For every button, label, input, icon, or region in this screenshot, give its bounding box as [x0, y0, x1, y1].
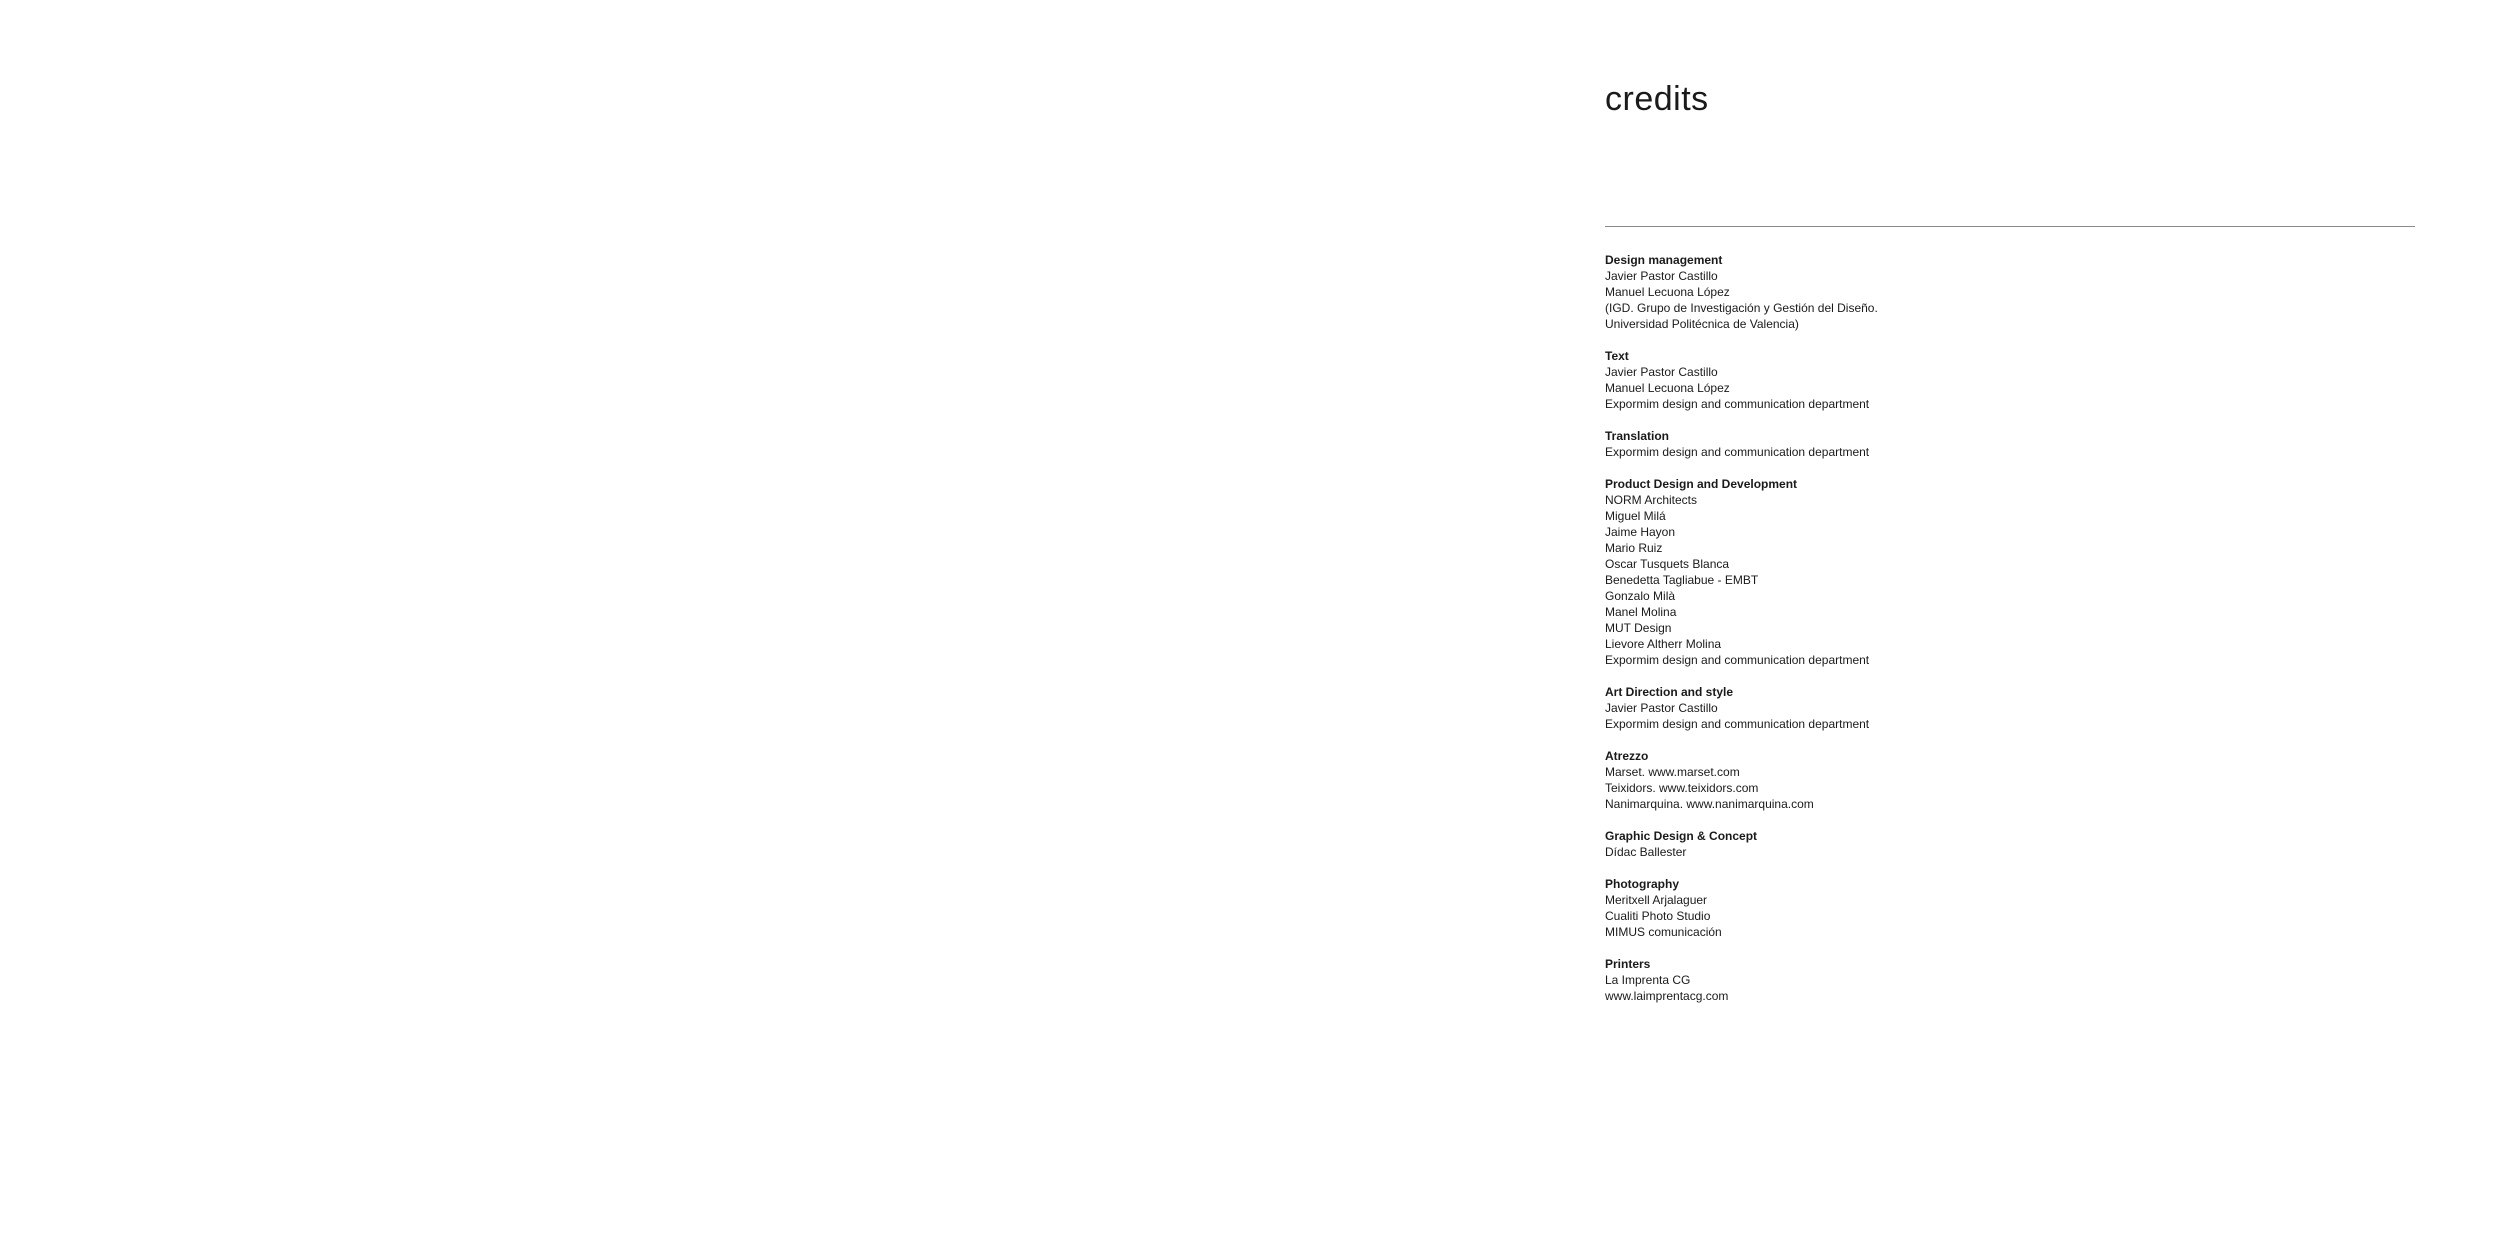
right-page [1250, 0, 2500, 1250]
credit-line: Universidad Politécnica de Valencia) [1605, 317, 1799, 331]
credit-line: Javier Pastor Castillo [1605, 701, 1718, 715]
credit-line: Javier Pastor Castillo [1605, 269, 1718, 283]
credit-section-heading: Printers [1605, 957, 1651, 971]
credit-line: Dídac Ballester [1605, 845, 1687, 859]
credit-line: Gonzalo Milà [1605, 589, 1676, 603]
credit-line: Teixidors. www.teixidors.com [1605, 781, 1759, 795]
credit-section-heading: Translation [1605, 429, 1670, 443]
credit-section [1605, 252, 2365, 332]
credit-line: Nanimarquina. www.nanimarquina.com [1605, 797, 1814, 811]
credit-section-heading: Graphic Design & Concept [1605, 829, 1758, 843]
credit-line: NORM Architects [1605, 493, 1698, 507]
credits-list [1605, 252, 2365, 1020]
credit-line: www.laimprentacg.com [1605, 989, 1729, 1003]
credit-section [1605, 748, 2365, 812]
credit-line: Manuel Lecuona López [1605, 285, 1730, 299]
credit-line: MUT Design [1605, 621, 1672, 635]
credit-section [1605, 684, 2365, 732]
divider-rule [1605, 226, 2415, 227]
credit-line: Oscar Tusquets Blanca [1605, 557, 1730, 571]
credit-line: Expormim design and communication department [1605, 653, 1870, 667]
credit-section [1605, 876, 2365, 940]
credit-line: Mario Ruiz [1605, 541, 1663, 555]
credit-line: Marset. www.marset.com [1605, 765, 1740, 779]
credit-line: Manuel Lecuona López [1605, 381, 1730, 395]
credit-line: Manel Molina [1605, 605, 1677, 619]
credit-section-heading: Product Design and Development [1605, 477, 1798, 491]
credit-line: Expormim design and communication department [1605, 397, 1870, 411]
credit-line: Meritxell Arjalaguer [1605, 893, 1708, 907]
credit-section-heading: Atrezzo [1605, 749, 1649, 763]
credit-line: Expormim design and communication department [1605, 445, 1870, 459]
credit-line: MIMUS comunicación [1605, 925, 1722, 939]
credit-section [1605, 476, 2365, 668]
credit-line: La Imprenta CG [1605, 973, 1691, 987]
credit-line: Lievore Altherr Molina [1605, 637, 1722, 651]
credit-line: Miguel Milá [1605, 509, 1666, 523]
credit-section-heading: Text [1605, 349, 1629, 363]
credit-line: Javier Pastor Castillo [1605, 365, 1718, 379]
page-title: credits [1605, 80, 1709, 118]
credit-line: (IGD. Grupo de Investigación y Gestión del Diseño. [1605, 301, 1878, 315]
credit-line: Jaime Hayon [1605, 525, 1676, 539]
credit-line: Benedetta Tagliabue - EMBT [1605, 573, 1759, 587]
credit-section-heading: Art Direction and style [1605, 685, 1734, 699]
credit-section-heading: Photography [1605, 877, 1679, 891]
credit-line: Cualiti Photo Studio [1605, 909, 1711, 923]
credit-section [1605, 828, 2365, 860]
credit-section [1605, 956, 2365, 1004]
credit-line: Expormim design and communication department [1605, 717, 1870, 731]
credit-section-heading: Design management [1605, 253, 1723, 267]
credit-section [1605, 428, 2365, 460]
credit-section [1605, 348, 2365, 412]
